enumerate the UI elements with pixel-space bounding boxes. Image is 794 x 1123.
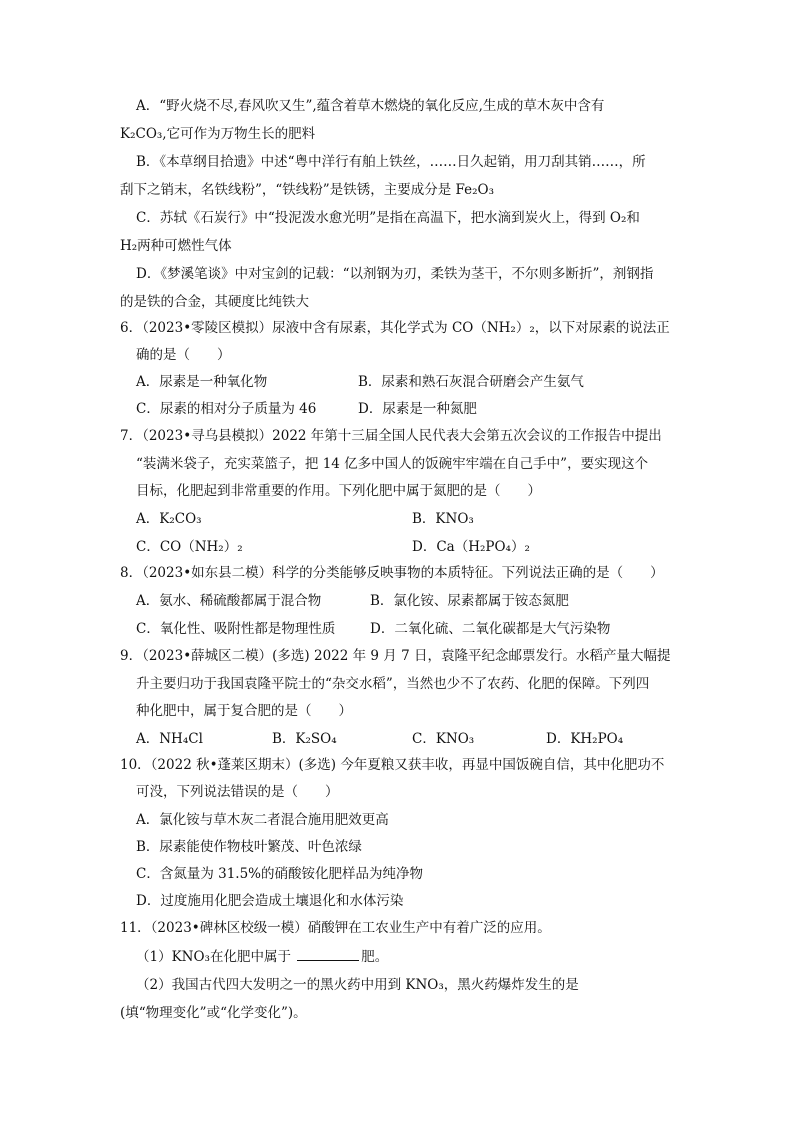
q10-option-c: C．含氮量为 31.5%的硝酸铵化肥样品为纯净物: [136, 866, 424, 882]
q6-option-b: B．尿素和熟石灰混合研磨会产生氨气: [358, 374, 584, 390]
q5-option-d-line2: 的是铁的合金，其硬度比纯铁大: [120, 294, 309, 310]
q9-stem-line1: 9．（2023•薛城区二模）(多选) 2022 年 9 月 7 日，袁隆平纪念邮票发行。水稻产量大幅提: [120, 648, 671, 664]
q5-option-a-line2: K₂CO₃,它可作为万物生长的肥料: [120, 126, 316, 142]
q11-part1-before: （1）KNO₃在化肥中属于: [136, 949, 296, 965]
q10-option-a: A．氯化铵与草木灰二者混合施用肥效更高: [136, 812, 389, 828]
q7-stem-line2: “装满米袋子，充实菜篮子，把 14 亿多中国人的饭碗牢牢端在自己手中”，要实现这个: [136, 456, 649, 472]
q10-stem-line1: 10．（2022 秋•蓬莱区期末）(多选) 今年夏粮又获丰收，再显中国饭碗自信，其中化肥功不: [120, 757, 665, 773]
q8-stem: 8．（2023•如东县二模）科学的分类能够反映事物的本质特征。下列说法正确的是（ ）: [120, 565, 664, 581]
q5-option-d-line1: D．《梦溪笔谈》中对宝剑的记载：“以剂钢为刃，柔铁为茎干，不尔则多断折”，剂钢指: [136, 266, 654, 282]
q7-option-b: B．KNO₃: [412, 511, 474, 527]
q9-option-b: B．K₂SO₄: [272, 731, 337, 747]
q11-part1: [136, 947, 388, 966]
answer-blank[interactable]: [297, 947, 359, 961]
q10-option-b: B．尿素能使作物枝叶繁茂、叶色浓绿: [136, 839, 362, 855]
q5-option-b-line2: 刮下之销末，名铁线粉”，“铁线粉”是铁锈，主要成分是 Fe₂O₃: [120, 182, 495, 198]
q11-part1-after: 肥。: [361, 949, 389, 965]
q11-stem: 11．（2023•碑林区校级一模）硝酸钾在工农业生产中有着广泛的应用。: [120, 920, 551, 936]
q5-option-c-line1: C．苏轼《石炭行》中“投泥泼水愈光明”是指在高温下，把水滴到炭火上，得到 O₂和: [136, 210, 640, 226]
q8-option-b: B．氯化铵、尿素都属于铵态氮肥: [370, 593, 569, 609]
q9-option-c: C．KNO₃: [412, 731, 475, 747]
q6-stem-line1: 6．（2023•零陵区模拟）尿液中含有尿素，其化学式为 CO（NH₂）₂，以下对尿素的说法正: [120, 320, 670, 336]
q11-part2-line1: （2）我国古代四大发明之一的黑火药中用到 KNO₃，黑火药爆炸发生的是: [136, 977, 579, 993]
q6-option-a: A．尿素是一种氧化物: [136, 374, 268, 390]
q6-stem-line2: 确的是（ ）: [136, 347, 231, 363]
q8-option-a: A．氨水、稀硫酸都属于混合物: [136, 593, 322, 609]
q8-option-d: D．二氧化硫、二氧化碳都是大气污染物: [370, 621, 611, 637]
q7-stem-line3: 目标，化肥起到非常重要的作用。下列化肥中属于氮肥的是（ ）: [136, 483, 541, 499]
q7-stem-line1: 7．（2023•寻乌县模拟）2022 年第十三届全国人民代表大会第五次会议的工作报告中提出: [120, 428, 662, 444]
q8-option-c: C．氧化性、吸附性都是物理性质: [136, 621, 336, 637]
q10-stem-line2: 可没，下列说法错误的是（ ）: [136, 784, 339, 800]
q7-option-c: C．CO（NH₂）₂: [136, 539, 243, 555]
q6-option-d: D．尿素是一种氮肥: [358, 401, 477, 417]
q5-option-c-line2: H₂两种可燃性气体: [120, 238, 232, 254]
q9-stem-line2: 升主要归功于我国袁隆平院士的“杂交水稻”，当然也少不了农药、化肥的保障。下列四: [136, 676, 650, 692]
q6-option-c: C．尿素的相对分子质量为 46: [136, 401, 317, 417]
q10-option-d: D．过度施用化肥会造成土壤退化和水体污染: [136, 893, 404, 909]
q9-option-d: D．KH₂PO₄: [546, 731, 624, 747]
q9-option-a: A．NH₄Cl: [136, 731, 203, 747]
q5-option-b-line1: B．《本草纲目拾遗》中述“粤中洋行有舶上铁丝，……日久起销，用刀刮其销……，所: [136, 154, 646, 170]
q9-stem-line3: 种化肥中，属于复合肥的是（ ）: [136, 703, 352, 719]
q5-option-a-line1: A．“野火烧不尽,春风吹又生”,蕴含着草木燃烧的氧化反应,生成的草木灰中含有: [136, 98, 605, 114]
q11-part2-line2: (填“物理变化”或“化学变化”)。: [120, 1005, 307, 1021]
q7-option-a: A．K₂CO₃: [136, 511, 202, 527]
q7-option-d: D．Ca（H₂PO₄）₂: [412, 539, 530, 555]
